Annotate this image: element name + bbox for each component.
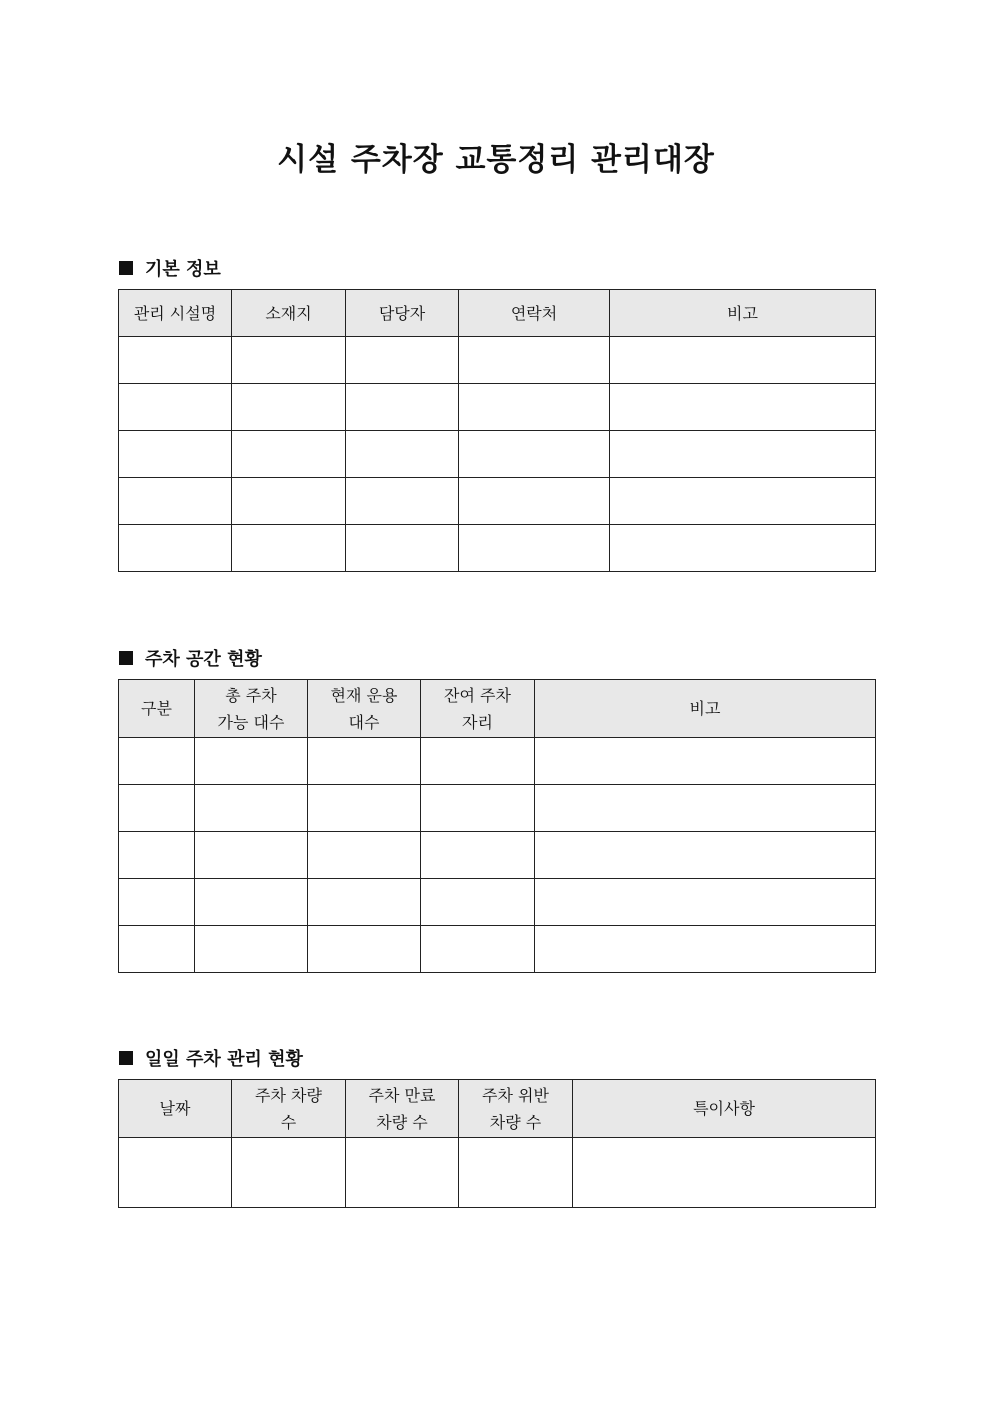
table-cell[interactable] bbox=[459, 337, 610, 384]
section-heading-daily-parking bbox=[119, 1045, 303, 1071]
section-heading-basic-info bbox=[119, 255, 221, 281]
table-cell[interactable] bbox=[421, 832, 535, 879]
column-header: 특이사항 bbox=[573, 1080, 876, 1138]
table-cell[interactable] bbox=[308, 879, 421, 926]
table-cell[interactable] bbox=[195, 738, 308, 785]
table-cell[interactable] bbox=[610, 525, 876, 572]
table-cell[interactable] bbox=[346, 1138, 459, 1208]
table-cell[interactable] bbox=[610, 478, 876, 525]
table-cell[interactable] bbox=[346, 525, 459, 572]
column-header: 주차 위반 차량 수 bbox=[459, 1080, 573, 1138]
table-cell[interactable] bbox=[195, 879, 308, 926]
table-cell[interactable] bbox=[421, 738, 535, 785]
table-cell[interactable] bbox=[459, 384, 610, 431]
table-row bbox=[119, 337, 876, 384]
table-row bbox=[119, 525, 876, 572]
table-cell[interactable] bbox=[535, 879, 876, 926]
section-heading-label: 기본 정보 bbox=[145, 259, 221, 280]
section-heading-parking-space bbox=[119, 645, 262, 671]
table-cell[interactable] bbox=[119, 478, 232, 525]
table-cell[interactable] bbox=[535, 926, 876, 973]
column-header: 연락처 bbox=[459, 290, 610, 337]
table-cell[interactable] bbox=[308, 926, 421, 973]
page-title: 시설 주차장 교통정리 관리대장 bbox=[277, 142, 715, 178]
table-row bbox=[119, 478, 876, 525]
table-row bbox=[119, 832, 876, 879]
table-cell[interactable] bbox=[119, 525, 232, 572]
table-cell[interactable] bbox=[308, 738, 421, 785]
table-cell[interactable] bbox=[346, 384, 459, 431]
black-square-icon bbox=[119, 651, 133, 665]
table-cell[interactable] bbox=[421, 785, 535, 832]
black-square-icon bbox=[119, 261, 133, 275]
table-cell[interactable] bbox=[535, 832, 876, 879]
table-cell[interactable] bbox=[119, 384, 232, 431]
table-cell[interactable] bbox=[119, 431, 232, 478]
table-row bbox=[119, 879, 876, 926]
column-header: 총 주차 가능 대수 bbox=[195, 680, 308, 738]
parking-space-table bbox=[118, 679, 876, 973]
column-header: 잔여 주차 자리 bbox=[421, 680, 535, 738]
table-cell[interactable] bbox=[459, 525, 610, 572]
table-header-row bbox=[119, 290, 876, 337]
table-cell[interactable] bbox=[421, 926, 535, 973]
table-row bbox=[119, 384, 876, 431]
table-row bbox=[119, 1138, 876, 1208]
table-cell[interactable] bbox=[610, 431, 876, 478]
basic-info-table bbox=[118, 289, 876, 572]
table-row bbox=[119, 431, 876, 478]
table-cell[interactable] bbox=[459, 431, 610, 478]
column-header: 주차 차량 수 bbox=[232, 1080, 346, 1138]
section-heading-label: 일일 주차 관리 현황 bbox=[145, 1049, 303, 1070]
table-cell[interactable] bbox=[232, 431, 346, 478]
table-cell[interactable] bbox=[346, 478, 459, 525]
table-cell[interactable] bbox=[195, 926, 308, 973]
column-header: 구분 bbox=[119, 680, 195, 738]
table-cell[interactable] bbox=[610, 384, 876, 431]
table-cell[interactable] bbox=[232, 525, 346, 572]
column-header: 주차 만료 차량 수 bbox=[346, 1080, 459, 1138]
table-cell[interactable] bbox=[459, 1138, 573, 1208]
table-cell[interactable] bbox=[195, 785, 308, 832]
table-cell[interactable] bbox=[421, 879, 535, 926]
table-cell[interactable] bbox=[573, 1138, 876, 1208]
table-header-row bbox=[119, 1080, 876, 1138]
column-header: 비고 bbox=[535, 680, 876, 738]
table-cell[interactable] bbox=[119, 926, 195, 973]
table-row bbox=[119, 785, 876, 832]
table-cell[interactable] bbox=[119, 738, 195, 785]
table-cell[interactable] bbox=[535, 738, 876, 785]
table-row bbox=[119, 738, 876, 785]
table-cell[interactable] bbox=[610, 337, 876, 384]
black-square-icon bbox=[119, 1051, 133, 1065]
table-cell[interactable] bbox=[232, 384, 346, 431]
column-header: 현재 운용 대수 bbox=[308, 680, 421, 738]
column-header: 날짜 bbox=[119, 1080, 232, 1138]
section-heading-label: 주차 공간 현황 bbox=[145, 649, 262, 670]
daily-parking-table bbox=[118, 1079, 876, 1208]
table-header-row bbox=[119, 680, 876, 738]
column-header: 소재지 bbox=[232, 290, 346, 337]
column-header: 담당자 bbox=[346, 290, 459, 337]
table-cell[interactable] bbox=[232, 478, 346, 525]
table-cell[interactable] bbox=[119, 1138, 232, 1208]
table-cell[interactable] bbox=[308, 785, 421, 832]
table-cell[interactable] bbox=[119, 832, 195, 879]
table-cell[interactable] bbox=[232, 337, 346, 384]
table-cell[interactable] bbox=[459, 478, 610, 525]
table-cell[interactable] bbox=[308, 832, 421, 879]
table-cell[interactable] bbox=[119, 879, 195, 926]
table-cell[interactable] bbox=[535, 785, 876, 832]
table-cell[interactable] bbox=[346, 337, 459, 384]
column-header: 관리 시설명 bbox=[119, 290, 232, 337]
table-cell[interactable] bbox=[119, 785, 195, 832]
table-cell[interactable] bbox=[346, 431, 459, 478]
table-cell[interactable] bbox=[119, 337, 232, 384]
table-cell[interactable] bbox=[195, 832, 308, 879]
table-cell[interactable] bbox=[232, 1138, 346, 1208]
table-row bbox=[119, 926, 876, 973]
column-header: 비고 bbox=[610, 290, 876, 337]
